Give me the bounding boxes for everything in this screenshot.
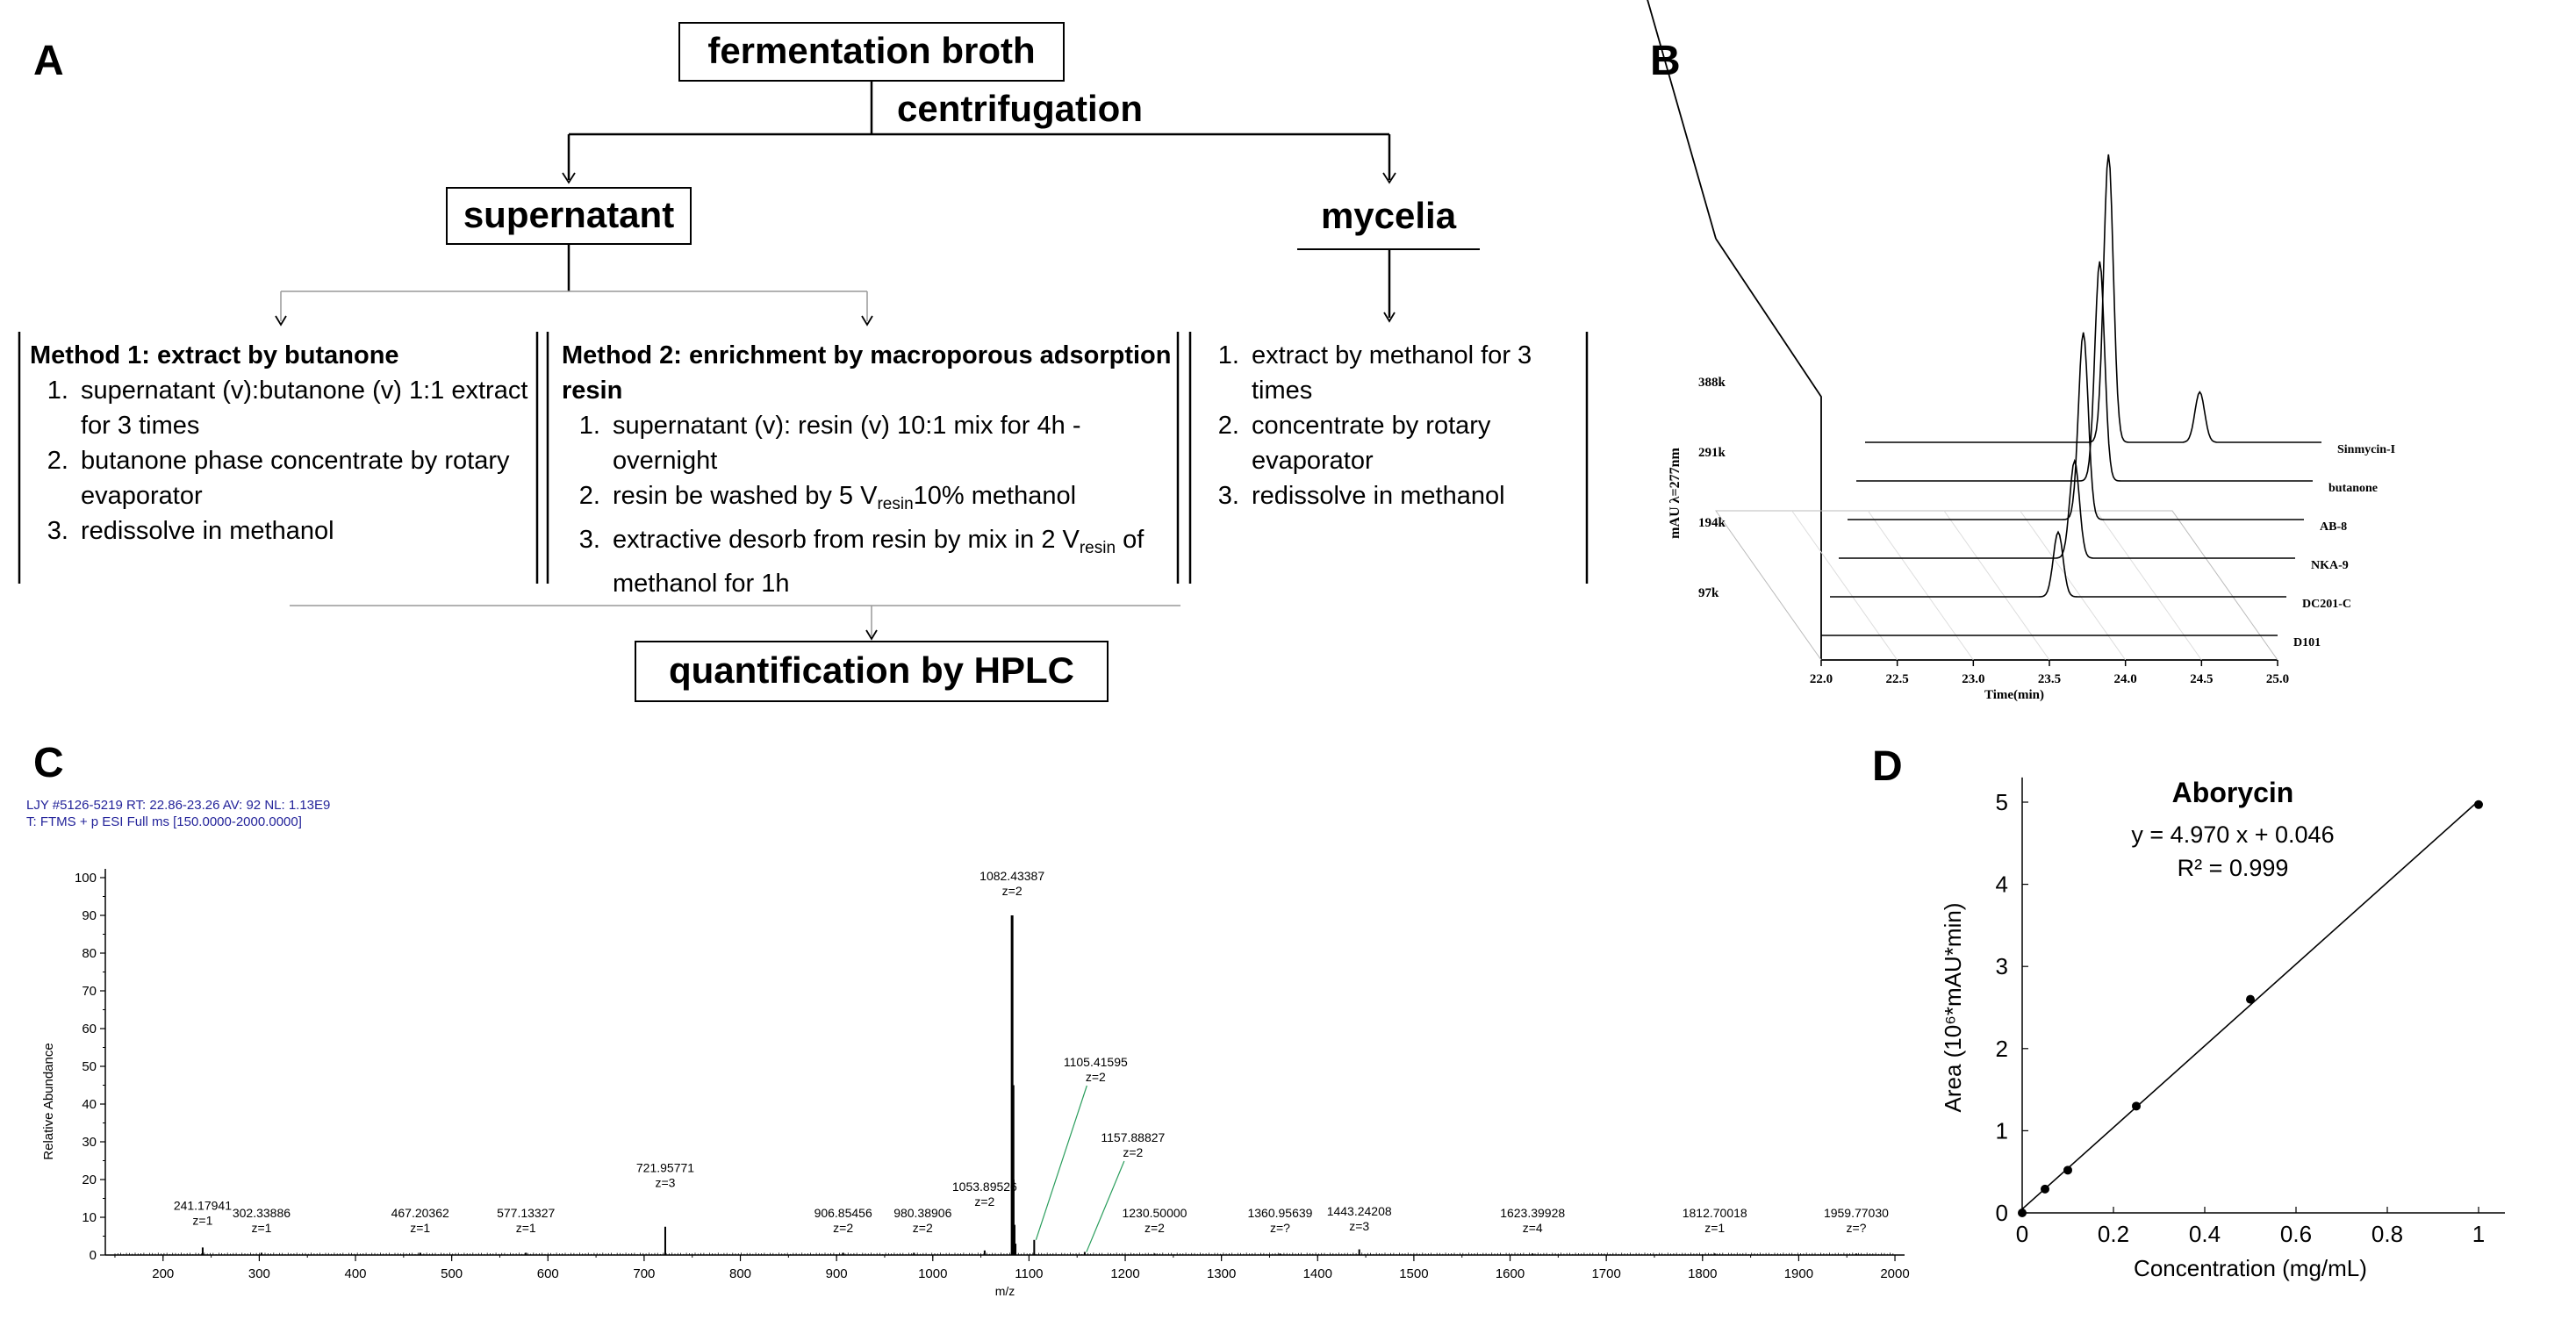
peak-mz-label: 980.38906	[893, 1206, 952, 1220]
calibration-point	[2018, 1208, 2027, 1217]
x-tick-label: 23.0	[1962, 672, 1985, 686]
calibration-curve-chart	[1913, 737, 2576, 1334]
peak-leader-line	[1087, 1161, 1124, 1252]
peak-mz-label: 906.85456	[814, 1206, 872, 1220]
panel-label-d: D	[1872, 743, 1903, 790]
x-tick-label: 1900	[1783, 1266, 1814, 1281]
peak-charge-label: z=?	[1269, 1221, 1290, 1235]
x-tick-label: 22.0	[1809, 672, 1833, 686]
peak-mz-label: 302.33886	[232, 1206, 291, 1220]
spectrum-header-line-1: LJY #5126-5219 RT: 22.86-23.26 AV: 92 NL: 1.13E9	[26, 798, 331, 813]
series-label: butanone	[2328, 482, 2379, 495]
panel-label-c: C	[33, 740, 64, 786]
method-2-heading: Method 2: enrichment by macroporous adsorption resin	[562, 341, 1172, 405]
y-tick-label: 90	[82, 908, 97, 923]
peak-mz-label: 1230.50000	[1122, 1206, 1188, 1220]
x-tick-label: 200	[152, 1266, 175, 1281]
y-tick-label: 20	[82, 1173, 97, 1187]
x-tick-label: 1	[2472, 1221, 2486, 1247]
peak-mz-label: 721.95771	[635, 1160, 695, 1175]
mycelia-step: 1. extract by methanol for 3 times	[1246, 338, 1580, 408]
fit-equation: y = 4.970 x + 0.046	[2131, 821, 2335, 848]
panel-label-b: B	[1650, 38, 1681, 84]
method-1-block	[30, 338, 530, 549]
y-axis-frame	[1716, 239, 1821, 660]
x-axis-label: Concentration (mg/mL)	[2134, 1255, 2367, 1281]
method-2-step: 1. supernatant (v): resin (v) 10:1 mix for 4h - overnight	[607, 408, 1176, 478]
peak-mz-label: 1082.43387	[979, 869, 1045, 883]
method-2-step-text: extractive desorb from resin by mix in 2 V	[613, 526, 1080, 554]
series-label: NKA-9	[2311, 559, 2349, 572]
method-1-step: 2. butanone phase concentrate by rotary evaporator	[75, 443, 530, 513]
flow-node-quantification: quantification by HPLC	[635, 641, 1109, 702]
floor-gridline	[1944, 511, 2049, 660]
method-2-step	[607, 478, 1176, 522]
y-tick-label: 0	[89, 1248, 97, 1263]
x-tick-label: 1600	[1495, 1266, 1525, 1281]
peak-mz-label: 1623.39928	[1500, 1206, 1566, 1220]
peak-charge-label: z=1	[251, 1221, 272, 1235]
x-tick-label: 22.5	[1885, 672, 1909, 686]
y-tick-label: 5	[1995, 789, 2008, 815]
x-tick-label: 700	[633, 1266, 656, 1281]
peak-mz-label: 1443.24208	[1326, 1203, 1392, 1218]
peak-charge-label: z=1	[515, 1221, 536, 1235]
y-tick-label: 10	[82, 1210, 97, 1225]
y-tick-label: 2	[1995, 1035, 2008, 1062]
floor-gridline	[1868, 511, 1973, 660]
chromatogram-3d-chart	[1668, 53, 2576, 720]
x-tick-label: 2000	[1880, 1266, 1910, 1281]
y-tick-label: 1	[1995, 1117, 2008, 1144]
peak-charge-label: z=2	[912, 1221, 933, 1235]
fit-r-squared: R² = 0.999	[2177, 855, 2289, 881]
x-tick-label: 900	[825, 1266, 848, 1281]
peak-leader-line	[1036, 1086, 1087, 1240]
x-tick-label: 1300	[1206, 1266, 1237, 1281]
peak-mz-label: 1959.77030	[1823, 1206, 1889, 1220]
peak-charge-label: z=2	[833, 1221, 854, 1235]
y-tick-label: 194k	[1698, 516, 1726, 530]
floor-gridline	[2020, 511, 2126, 660]
method-1-step: 1. supernatant (v):butanone (v) 1:1 extract for 3 times	[75, 373, 530, 443]
peak-charge-label: z=1	[1704, 1221, 1726, 1235]
frame-diagonal	[1632, 0, 1716, 239]
peak-charge-label: z=2	[1123, 1145, 1144, 1159]
calibration-point	[2474, 800, 2483, 809]
x-tick-label: 400	[344, 1266, 367, 1281]
y-tick-label: 0	[1995, 1200, 2008, 1226]
series-label: Sinmycin-I	[2337, 443, 2396, 456]
method-2-step-text: resin be washed by 5 V	[613, 482, 878, 510]
flow-node-supernatant: supernatant	[446, 187, 692, 245]
method-1-step: 3. redissolve in methanol	[75, 513, 530, 549]
peak-charge-label: z=3	[655, 1175, 676, 1190]
x-tick-label: 1700	[1591, 1266, 1621, 1281]
y-axis-label: Relative Abundance	[41, 1043, 56, 1160]
x-axis-label: m/z	[994, 1284, 1015, 1298]
trace-nka-9	[1839, 461, 2295, 558]
x-tick-label: 0.8	[2371, 1221, 2404, 1247]
peak-charge-label: z=1	[410, 1221, 431, 1235]
x-tick-label: 1000	[918, 1266, 948, 1281]
x-tick-label: 0.4	[2188, 1221, 2221, 1247]
x-tick-label: 25.0	[2265, 672, 2290, 686]
x-tick-label: 24.5	[2190, 672, 2214, 686]
calibration-point	[2063, 1165, 2072, 1174]
x-tick-label: 24.0	[2113, 672, 2137, 686]
calibration-point	[2246, 995, 2255, 1004]
peak-charge-label: z=1	[192, 1213, 213, 1228]
peak-charge-label: z=2	[1144, 1221, 1165, 1235]
panel-label-a: A	[33, 38, 64, 84]
y-axis-label: mAU λ=277nm	[1668, 448, 1683, 539]
peak-charge-label: z=3	[1349, 1218, 1370, 1233]
spectrum-header-line-2: T: FTMS + p ESI Full ms [150.0000-2000.0000]	[26, 814, 302, 829]
y-tick-label: 4	[1995, 871, 2008, 898]
y-tick-label: 50	[82, 1059, 97, 1074]
x-tick-label: 1100	[1015, 1266, 1044, 1281]
peak-mz-label: 1053.89526	[951, 1179, 1017, 1194]
mycelia-step: 2. concentrate by rotary evaporator	[1246, 408, 1580, 478]
trace-butanone	[1856, 262, 2313, 481]
calibration-point	[2041, 1185, 2049, 1194]
x-axis-label: Time(min)	[1984, 688, 2045, 702]
method-2-step	[607, 522, 1176, 601]
trace-ab-8	[1848, 333, 2304, 520]
x-tick-label: 23.5	[2037, 672, 2062, 686]
method-2-step-text: of methanol for 1h	[613, 526, 1144, 598]
x-tick-label: 0	[2015, 1221, 2029, 1247]
floor-gridline	[2096, 511, 2201, 660]
y-tick-label: 100	[74, 871, 97, 886]
resin-subscript: resin	[877, 495, 914, 513]
method-2-block	[562, 338, 1176, 601]
y-tick-label: 80	[82, 946, 97, 961]
method-2-step-text: 10% methanol	[913, 482, 1077, 510]
chart-title: Aborycin	[2171, 777, 2294, 808]
y-tick-label: 30	[82, 1135, 97, 1150]
method-1-heading: Method 1: extract by butanone	[30, 341, 399, 369]
peak-mz-label: 467.20362	[391, 1206, 449, 1220]
x-tick-label: 0.6	[2279, 1221, 2313, 1247]
x-tick-label: 800	[729, 1266, 752, 1281]
x-tick-label: 600	[536, 1266, 559, 1281]
mycelia-method-block	[1202, 338, 1580, 513]
mycelia-step: 3. redissolve in methanol	[1246, 478, 1580, 513]
flow-step-centrifugation: centrifugation	[897, 88, 1143, 129]
peak-mz-label: 1157.88827	[1101, 1130, 1166, 1144]
x-tick-label: 1800	[1688, 1266, 1718, 1281]
y-tick-label: 3	[1995, 953, 2008, 980]
peak-charge-label: z=2	[1085, 1070, 1106, 1084]
x-tick-label: 300	[248, 1266, 270, 1281]
y-tick-label: 97k	[1698, 586, 1719, 600]
peak-mz-label: 241.17941	[173, 1198, 233, 1213]
x-tick-label: 1500	[1399, 1266, 1429, 1281]
x-tick-label: 1400	[1302, 1266, 1332, 1281]
mass-spectrum-chart	[0, 825, 1913, 1334]
floor-gridline	[1792, 511, 1898, 660]
series-label: AB-8	[2320, 520, 2348, 534]
y-tick-label: 291k	[1698, 446, 1726, 460]
peak-mz-label: 1105.41595	[1063, 1055, 1128, 1069]
series-label: DC201-C	[2302, 598, 2351, 611]
peak-charge-label: z=?	[1846, 1221, 1867, 1235]
x-tick-label: 500	[441, 1266, 463, 1281]
flow-node-mycelia: mycelia	[1297, 187, 1480, 250]
x-tick-label: 0.2	[2097, 1221, 2130, 1247]
peak-mz-label: 1812.70018	[1682, 1206, 1747, 1220]
peak-mz-label: 577.13327	[497, 1206, 556, 1220]
y-tick-label: 70	[82, 984, 97, 999]
peak-charge-label: z=2	[974, 1194, 995, 1208]
peak-charge-label: z=2	[1001, 884, 1023, 898]
resin-subscript: resin	[1079, 539, 1116, 557]
y-tick-label: 60	[82, 1022, 97, 1036]
peak-charge-label: z=4	[1522, 1221, 1543, 1235]
x-tick-label: 1200	[1110, 1266, 1140, 1281]
peak-mz-label: 1360.95639	[1247, 1206, 1313, 1220]
calibration-point	[2132, 1101, 2141, 1110]
y-tick-label: 40	[82, 1097, 97, 1112]
flow-node-fermentation-broth: fermentation broth	[678, 22, 1065, 82]
y-axis-label: Area (10⁶*mAU*min)	[1940, 902, 1966, 1113]
series-label: D101	[2293, 636, 2321, 649]
y-tick-label: 388k	[1698, 376, 1726, 390]
axes-frame	[1632, 0, 2278, 660]
